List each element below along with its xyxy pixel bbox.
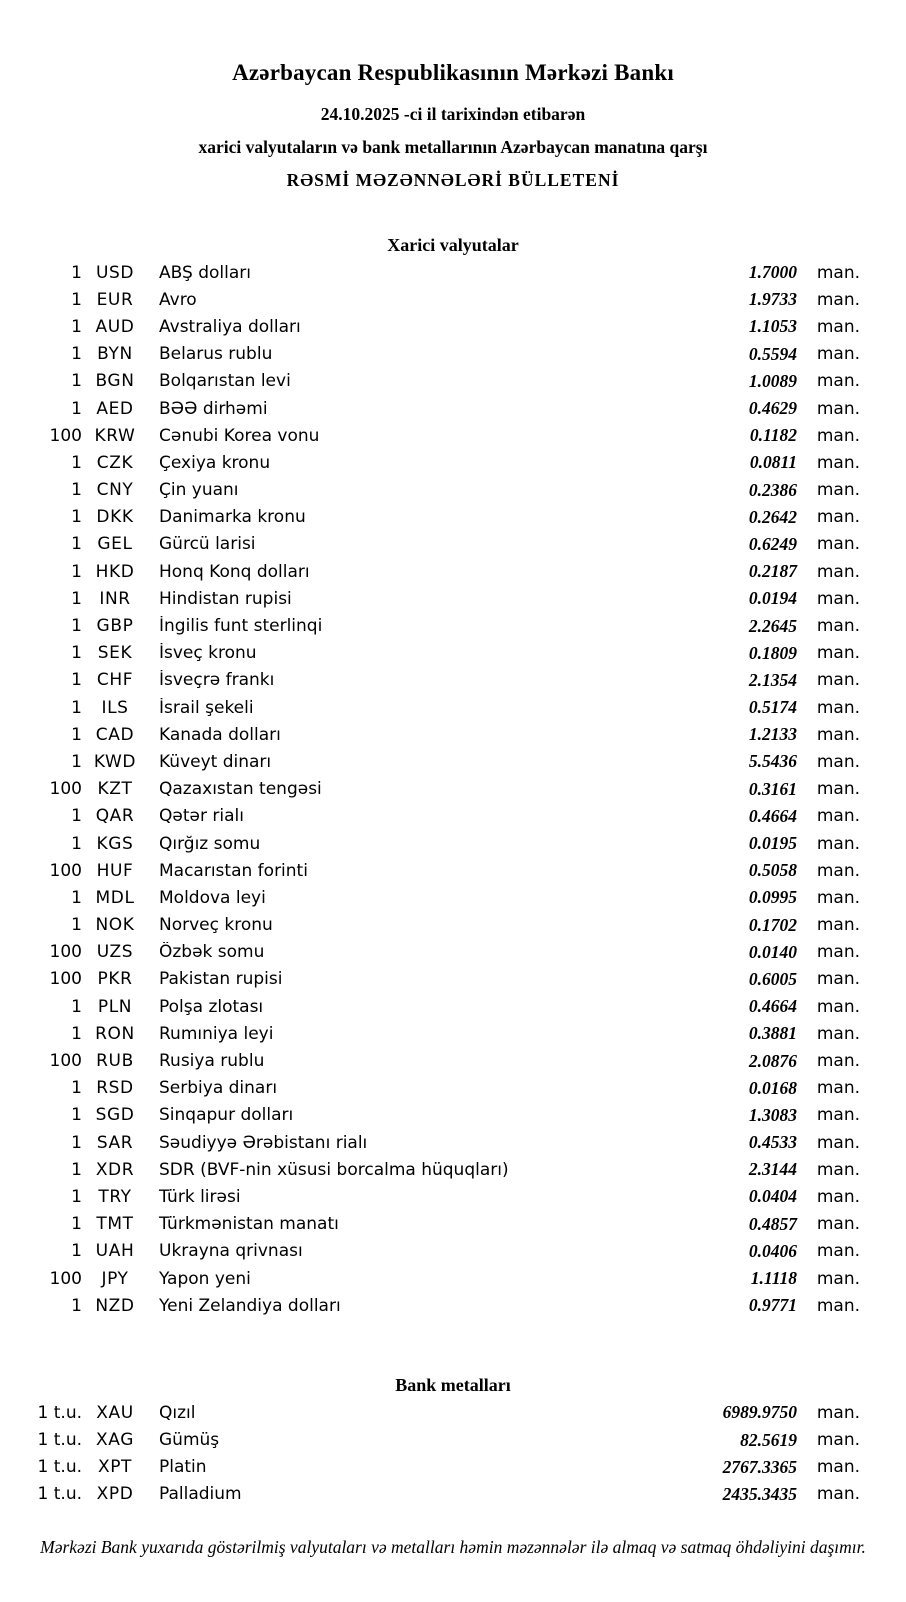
currency-unit-label: man. — [816, 1051, 860, 1072]
metal-code: XAG — [96, 1430, 134, 1451]
currency-name: Avstraliya dolları — [159, 316, 301, 337]
metal-unit-label: man. — [816, 1402, 860, 1423]
currency-name: Polşa zlotası — [159, 996, 264, 1017]
currency-code: BYN — [97, 344, 133, 365]
currency-quantity: 1 — [71, 1214, 82, 1235]
currency-name: Gürcü larisi — [159, 534, 256, 555]
currency-code: BGN — [95, 371, 135, 392]
currency-code: DKK — [96, 507, 134, 528]
currency-row — [0, 1102, 906, 1129]
currency-unit-label: man. — [816, 1105, 860, 1126]
currency-row — [0, 286, 906, 313]
section-title-metals: Bank metalları — [395, 1375, 511, 1396]
currency-row — [0, 857, 906, 884]
metal-name: Gümüş — [159, 1430, 220, 1451]
currency-rate: 0.2642 — [748, 506, 797, 527]
currency-code: NZD — [95, 1295, 135, 1316]
currency-rate: 0.0168 — [748, 1077, 797, 1098]
currency-unit-label: man. — [816, 996, 860, 1017]
currency-code: MDL — [95, 887, 135, 908]
currency-row — [0, 640, 906, 667]
currency-unit-label: man. — [816, 289, 860, 310]
currency-name: Hindistan rupisi — [159, 588, 292, 609]
currency-name: Qazaxıstan tengəsi — [159, 779, 322, 800]
currency-unit-label: man. — [816, 724, 860, 745]
currency-unit-label: man. — [816, 1159, 860, 1180]
currency-code: TRY — [98, 1186, 132, 1207]
currency-unit-label: man. — [816, 833, 860, 854]
currency-unit-label: man. — [816, 480, 860, 501]
metal-unit-label: man. — [816, 1457, 860, 1478]
currency-code: RSD — [96, 1078, 134, 1099]
currency-name: Danimarka kronu — [159, 507, 306, 528]
currency-quantity: 1 — [71, 724, 82, 745]
currency-rate: 0.1702 — [748, 914, 797, 935]
currency-quantity: 1 — [71, 697, 82, 718]
currency-quantity: 1 — [71, 371, 82, 392]
currency-row — [0, 1238, 906, 1265]
currency-row — [0, 830, 906, 857]
currency-rate: 2.3144 — [748, 1159, 797, 1180]
metals-table — [0, 1399, 906, 1508]
currency-rate: 1.1053 — [748, 316, 797, 337]
currency-quantity: 1 — [71, 751, 82, 772]
currency-row — [0, 449, 906, 476]
currency-code: INR — [99, 588, 131, 609]
currency-row — [0, 912, 906, 939]
currency-quantity: 1 — [71, 806, 82, 827]
currency-quantity: 1 — [71, 344, 82, 365]
currency-quantity: 100 — [49, 860, 82, 881]
currency-code: UZS — [96, 942, 134, 963]
currency-name: SDR (BVF-nin xüsusi borcalma hüquqları) — [159, 1159, 509, 1180]
currency-code: RON — [95, 1023, 135, 1044]
currency-name: Türk lirəsi — [159, 1186, 241, 1207]
currency-unit-label: man. — [816, 697, 860, 718]
currency-quantity: 1 — [71, 588, 82, 609]
currency-code: UAH — [95, 1241, 135, 1262]
metal-row — [0, 1399, 906, 1426]
currency-row — [0, 1156, 906, 1183]
currency-rate: 0.3881 — [748, 1023, 797, 1044]
currency-quantity: 1 — [71, 398, 82, 419]
currency-rate: 0.4533 — [748, 1132, 797, 1153]
currency-name: BƏƏ dirhəmi — [159, 398, 268, 419]
currency-quantity: 1 — [71, 507, 82, 528]
currency-rate: 0.6249 — [748, 533, 797, 554]
metal-row — [0, 1481, 906, 1508]
currency-quantity: 1 — [71, 262, 82, 283]
currency-code: KZT — [97, 779, 133, 800]
currency-code: GBP — [96, 616, 134, 637]
currency-unit-label: man. — [816, 887, 860, 908]
currency-row — [0, 1020, 906, 1047]
currency-row — [0, 966, 906, 993]
metal-rate: 82.5619 — [740, 1429, 797, 1450]
currency-code: CHF — [96, 670, 134, 691]
currency-rate: 2.0876 — [748, 1050, 797, 1071]
currency-unit-label: man. — [816, 942, 860, 963]
currency-rate: 0.1809 — [748, 642, 797, 663]
currency-unit-label: man. — [816, 1023, 860, 1044]
currency-rate: 1.0089 — [748, 370, 797, 391]
currency-unit-label: man. — [816, 1268, 860, 1289]
currency-quantity: 1 — [71, 534, 82, 555]
currency-row — [0, 422, 906, 449]
currency-unit-label: man. — [816, 588, 860, 609]
metal-rate: 2767.3365 — [722, 1456, 797, 1477]
currency-quantity: 100 — [49, 1051, 82, 1072]
currency-rate: 1.2133 — [748, 724, 797, 745]
currency-rate: 2.2645 — [748, 615, 797, 636]
currency-name: Macarıstan forinti — [159, 860, 308, 881]
metal-unit-label: man. — [816, 1430, 860, 1451]
currency-unit-label: man. — [816, 1214, 860, 1235]
currency-quantity: 1 — [71, 1023, 82, 1044]
currency-row — [0, 1211, 906, 1238]
currency-name: ABŞ dolları — [159, 262, 251, 283]
currency-row — [0, 259, 906, 286]
currency-rate: 0.9771 — [748, 1295, 797, 1316]
doc-header — [0, 0, 906, 192]
currency-unit-label: man. — [816, 779, 860, 800]
metal-rate: 2435.3435 — [722, 1483, 797, 1504]
currency-quantity: 1 — [71, 1295, 82, 1316]
currency-rate: 5.5436 — [748, 751, 797, 772]
metal-row — [0, 1454, 906, 1481]
currency-code: TMT — [96, 1214, 134, 1235]
currency-quantity: 1 — [71, 1132, 82, 1153]
currency-name: Norveç kronu — [159, 915, 273, 936]
currency-quantity: 1 — [71, 1078, 82, 1099]
currency-rate: 0.4857 — [748, 1213, 797, 1234]
effective-date-line: 24.10.2025 -ci il tarixindən etibarən — [320, 104, 586, 124]
currency-code: RUB — [96, 1051, 134, 1072]
currency-name: Türkmənistan manatı — [159, 1214, 339, 1235]
currency-unit-label: man. — [816, 1241, 860, 1262]
currency-code: CNY — [96, 480, 134, 501]
currency-row — [0, 993, 906, 1020]
currency-quantity: 1 — [71, 915, 82, 936]
currency-row — [0, 721, 906, 748]
metal-unit-label: man. — [816, 1484, 860, 1505]
currency-unit-label: man. — [816, 371, 860, 392]
currency-table — [0, 259, 906, 1319]
currency-code: PKR — [97, 969, 133, 990]
currency-row — [0, 1047, 906, 1074]
currency-quantity: 1 — [71, 670, 82, 691]
currency-rate: 0.4664 — [748, 996, 797, 1017]
currency-code: HKD — [95, 561, 135, 582]
currency-name: Belarus rublu — [159, 344, 273, 365]
currency-code: PLN — [97, 996, 133, 1017]
currency-row — [0, 612, 906, 639]
currency-rate: 0.0140 — [748, 941, 797, 962]
currency-quantity: 1 — [71, 452, 82, 473]
currency-row — [0, 477, 906, 504]
currency-row — [0, 1075, 906, 1102]
currency-code: SGD — [95, 1105, 135, 1126]
metal-code: XAU — [96, 1402, 134, 1423]
currency-row — [0, 341, 906, 368]
metal-quantity: 1 t.u. — [37, 1402, 82, 1423]
metal-name: Qızıl — [159, 1402, 196, 1423]
currency-name: Yapon yeni — [159, 1268, 251, 1289]
currency-rate: 0.2187 — [748, 561, 797, 582]
metal-rate: 6989.9750 — [722, 1402, 797, 1423]
currency-quantity: 1 — [71, 1241, 82, 1262]
currency-unit-label: man. — [816, 452, 860, 473]
currency-code: KGS — [96, 833, 134, 854]
currency-name: Qırğız somu — [159, 833, 261, 854]
currency-name: İsrail şekeli — [159, 697, 254, 718]
currency-row — [0, 1129, 906, 1156]
currency-quantity: 100 — [49, 1268, 82, 1289]
currency-quantity: 1 — [71, 316, 82, 337]
currency-rate: 0.2386 — [748, 479, 797, 500]
currency-row — [0, 694, 906, 721]
currency-code: SAR — [96, 1132, 134, 1153]
currency-row — [0, 939, 906, 966]
currency-name: Çexiya kronu — [159, 452, 271, 473]
currency-unit-label: man. — [816, 1132, 860, 1153]
currency-rate: 0.4664 — [748, 805, 797, 826]
currency-row — [0, 776, 906, 803]
currency-unit-label: man. — [816, 316, 860, 337]
currency-rate: 0.0194 — [748, 588, 797, 609]
currency-rate: 2.1354 — [748, 669, 797, 690]
currency-row — [0, 803, 906, 830]
currency-quantity: 1 — [71, 833, 82, 854]
currency-code: HUF — [96, 860, 134, 881]
metal-code: XPT — [97, 1457, 133, 1478]
currency-name: İsveç kronu — [159, 643, 257, 664]
currency-unit-label: man. — [816, 1295, 860, 1316]
currency-name: Rumıniya leyi — [159, 1023, 274, 1044]
currency-row — [0, 558, 906, 585]
currency-rate: 0.0404 — [748, 1186, 797, 1207]
currency-code: NOK — [95, 915, 135, 936]
currency-name: Sinqapur dolları — [159, 1105, 294, 1126]
currency-rate: 0.5058 — [748, 860, 797, 881]
currency-quantity: 1 — [71, 561, 82, 582]
currency-row — [0, 313, 906, 340]
currency-unit-label: man. — [816, 643, 860, 664]
currency-name: Pakistan rupisi — [159, 969, 283, 990]
currency-rate: 1.3083 — [748, 1104, 797, 1125]
currency-unit-label: man. — [816, 344, 860, 365]
currency-unit-label: man. — [816, 1078, 860, 1099]
currency-rate: 0.6005 — [748, 968, 797, 989]
currency-unit-label: man. — [816, 1186, 860, 1207]
currency-name: Ukrayna qrivnası — [159, 1241, 303, 1262]
currency-quantity: 100 — [49, 779, 82, 800]
metal-row — [0, 1427, 906, 1454]
currency-code: USD — [95, 262, 135, 283]
metal-code: XPD — [96, 1484, 134, 1505]
currency-name: Avro — [159, 289, 197, 310]
currency-name: Çin yuanı — [159, 480, 239, 501]
currency-rate: 0.0811 — [749, 452, 797, 473]
currency-name: Honq Konq dolları — [159, 561, 310, 582]
currency-row — [0, 395, 906, 422]
currency-row — [0, 531, 906, 558]
currency-row — [0, 667, 906, 694]
currency-unit-label: man. — [816, 561, 860, 582]
currency-code: GEL — [97, 534, 133, 555]
section-title-currencies: Xarici valyutalar — [387, 235, 519, 255]
currency-name: Yeni Zelandiya dolları — [159, 1295, 341, 1316]
currency-unit-label: man. — [816, 398, 860, 419]
currency-name: Küveyt dinarı — [159, 751, 272, 772]
currency-name: Moldova leyi — [159, 887, 266, 908]
currency-rate: 1.9733 — [748, 289, 797, 310]
currency-quantity: 1 — [71, 616, 82, 637]
currency-quantity: 1 — [71, 480, 82, 501]
currency-row — [0, 1292, 906, 1319]
subject-line: xarici valyutaların və bank metallarının Azərbaycan manatına qarşı — [198, 137, 708, 157]
metal-quantity: 1 t.u. — [37, 1430, 82, 1451]
currency-rate: 1.1118 — [750, 1268, 797, 1289]
currency-row — [0, 368, 906, 395]
currency-row — [0, 884, 906, 911]
metal-name: Palladium — [159, 1484, 242, 1505]
currency-rate: 0.1182 — [749, 425, 797, 446]
currency-quantity: 1 — [71, 289, 82, 310]
currency-unit-label: man. — [816, 670, 860, 691]
currency-rate: 0.3161 — [748, 778, 797, 799]
currency-name: Bolqarıstan levi — [159, 371, 291, 392]
currency-name: Rusiya rublu — [159, 1051, 265, 1072]
bank-name-title: Azərbaycan Respublikasının Mərkəzi Bankı — [232, 60, 674, 85]
currency-unit-label: man. — [816, 616, 860, 637]
currency-quantity: 1 — [71, 996, 82, 1017]
currency-name: Cənubi Korea vonu — [159, 425, 320, 446]
currency-code: CAD — [95, 724, 135, 745]
currency-unit-label: man. — [816, 860, 860, 881]
metal-quantity: 1 t.u. — [37, 1457, 82, 1478]
currency-code: JPY — [101, 1268, 129, 1289]
currency-code: AED — [96, 398, 134, 419]
metal-quantity: 1 t.u. — [37, 1484, 82, 1505]
currency-unit-label: man. — [816, 806, 860, 827]
currency-quantity: 1 — [71, 1186, 82, 1207]
currency-unit-label: man. — [816, 751, 860, 772]
currency-code: KWD — [93, 751, 137, 772]
currency-quantity: 100 — [49, 969, 82, 990]
currency-name: Kanada dolları — [159, 724, 281, 745]
currency-name: İngilis funt sterlinqi — [159, 616, 323, 637]
currency-code: XDR — [95, 1159, 135, 1180]
bulletin-title: RƏSMİ MƏZƏNNƏLƏRİ BÜLLETENİ — [286, 170, 620, 190]
currency-code: QAR — [95, 806, 135, 827]
currency-code: AUD — [95, 316, 135, 337]
currency-name: Səudiyyə Ərəbistanı rialı — [159, 1132, 368, 1153]
currency-code: SEK — [97, 643, 133, 664]
currency-rate: 0.0995 — [748, 887, 797, 908]
currency-quantity: 100 — [49, 425, 82, 446]
currency-code: KRW — [94, 425, 136, 446]
currency-rate: 0.5594 — [748, 343, 797, 364]
currency-unit-label: man. — [816, 534, 860, 555]
currency-name: İsveçrə frankı — [159, 670, 275, 691]
currency-quantity: 1 — [71, 887, 82, 908]
currency-row — [0, 585, 906, 612]
currency-name: Özbək somu — [159, 942, 265, 963]
currency-quantity: 1 — [71, 1105, 82, 1126]
currency-rate: 0.4629 — [748, 398, 797, 419]
currency-code: EUR — [96, 289, 134, 310]
currency-rate: 0.5174 — [748, 697, 797, 718]
currency-rate: 1.7000 — [748, 262, 797, 283]
currency-row — [0, 504, 906, 531]
footer-disclaimer: Mərkəzi Bank yuxarıda göstərilmiş valyutaları və metalları həmin məzənnələr ilə almaq və satmaq öhdəliyini daşımır. — [40, 1537, 866, 1558]
currency-code: ILS — [101, 697, 129, 718]
currency-quantity: 1 — [71, 643, 82, 664]
currency-unit-label: man. — [816, 969, 860, 990]
currency-unit-label: man. — [816, 262, 860, 283]
currency-code: CZK — [96, 452, 134, 473]
currency-unit-label: man. — [816, 425, 860, 446]
currency-row — [0, 748, 906, 775]
currency-row — [0, 1265, 906, 1292]
currency-name: Qətər rialı — [159, 806, 244, 827]
currency-rate: 0.0406 — [748, 1240, 797, 1261]
currency-name: Serbiya dinarı — [159, 1078, 278, 1099]
currency-quantity: 100 — [49, 942, 82, 963]
currency-quantity: 1 — [71, 1159, 82, 1180]
currency-rate: 0.0195 — [748, 833, 797, 854]
currency-unit-label: man. — [816, 507, 860, 528]
currency-row — [0, 1183, 906, 1210]
metal-name: Platin — [159, 1457, 207, 1478]
currency-unit-label: man. — [816, 915, 860, 936]
